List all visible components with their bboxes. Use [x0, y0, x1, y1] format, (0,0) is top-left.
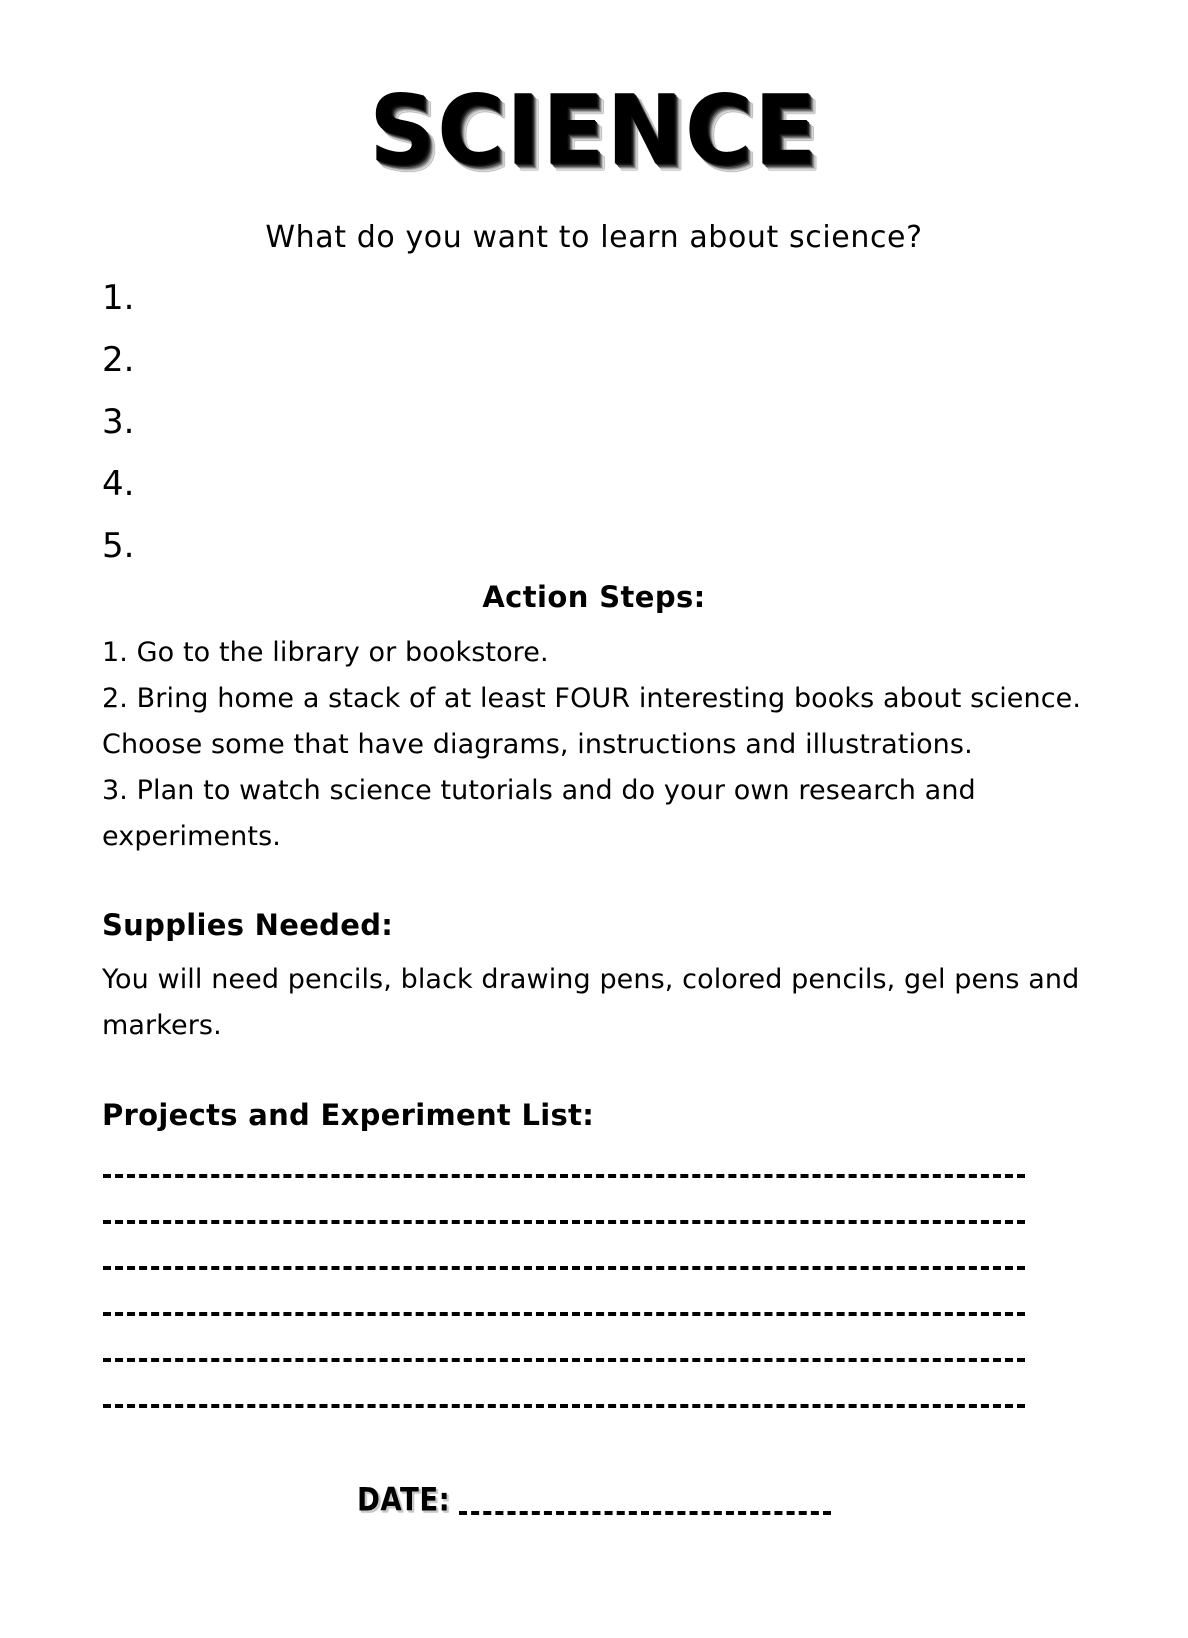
action-step-line: 3. Plan to watch science tutorials and do your own research and — [102, 775, 976, 806]
supplies-needed-body — [102, 957, 1080, 1049]
list-item[interactable]: 2. — [102, 340, 135, 380]
list-item[interactable]: 1. — [102, 278, 135, 318]
writing-line[interactable] — [103, 1214, 1025, 1260]
writing-line[interactable] — [103, 1260, 1025, 1306]
action-step-line: Choose some that have diagrams, instructions and illustrations. — [102, 729, 973, 760]
numbered-answer-list — [102, 276, 502, 586]
page-title-container — [0, 75, 1188, 187]
supplies-line: You will need pencils, black drawing pens, colored pencils, gel pens and — [102, 964, 1080, 995]
list-item[interactable]: 5. — [102, 526, 135, 566]
projects-experiment-list-heading: Projects and Experiment List: — [102, 1098, 595, 1132]
list-item[interactable]: 3. — [102, 402, 135, 442]
action-step-line: 1. Go to the library or bookstore. — [102, 637, 549, 668]
date-input-line[interactable] — [459, 1511, 831, 1515]
writing-line[interactable] — [103, 1398, 1025, 1444]
subtitle-prompt: What do you want to learn about science? — [265, 220, 923, 255]
list-item[interactable]: 4. — [102, 464, 135, 504]
writing-line[interactable] — [103, 1306, 1025, 1352]
action-steps-heading: Action Steps: — [482, 580, 706, 614]
supplies-needed-heading: Supplies Needed: — [102, 908, 394, 942]
action-step-line: 2. Bring home a stack of at least FOUR interesting books about science. — [102, 683, 1082, 714]
projects-writing-lines — [103, 1168, 1025, 1444]
action-step-line: experiments. — [102, 821, 281, 852]
page-title: SCIENCE — [369, 75, 819, 187]
supplies-line: markers. — [102, 1010, 222, 1041]
action-steps-body — [102, 630, 1082, 860]
date-row — [0, 1481, 1188, 1519]
date-label: DATE: — [357, 1481, 451, 1519]
writing-line[interactable] — [103, 1352, 1025, 1398]
writing-line[interactable] — [103, 1168, 1025, 1214]
